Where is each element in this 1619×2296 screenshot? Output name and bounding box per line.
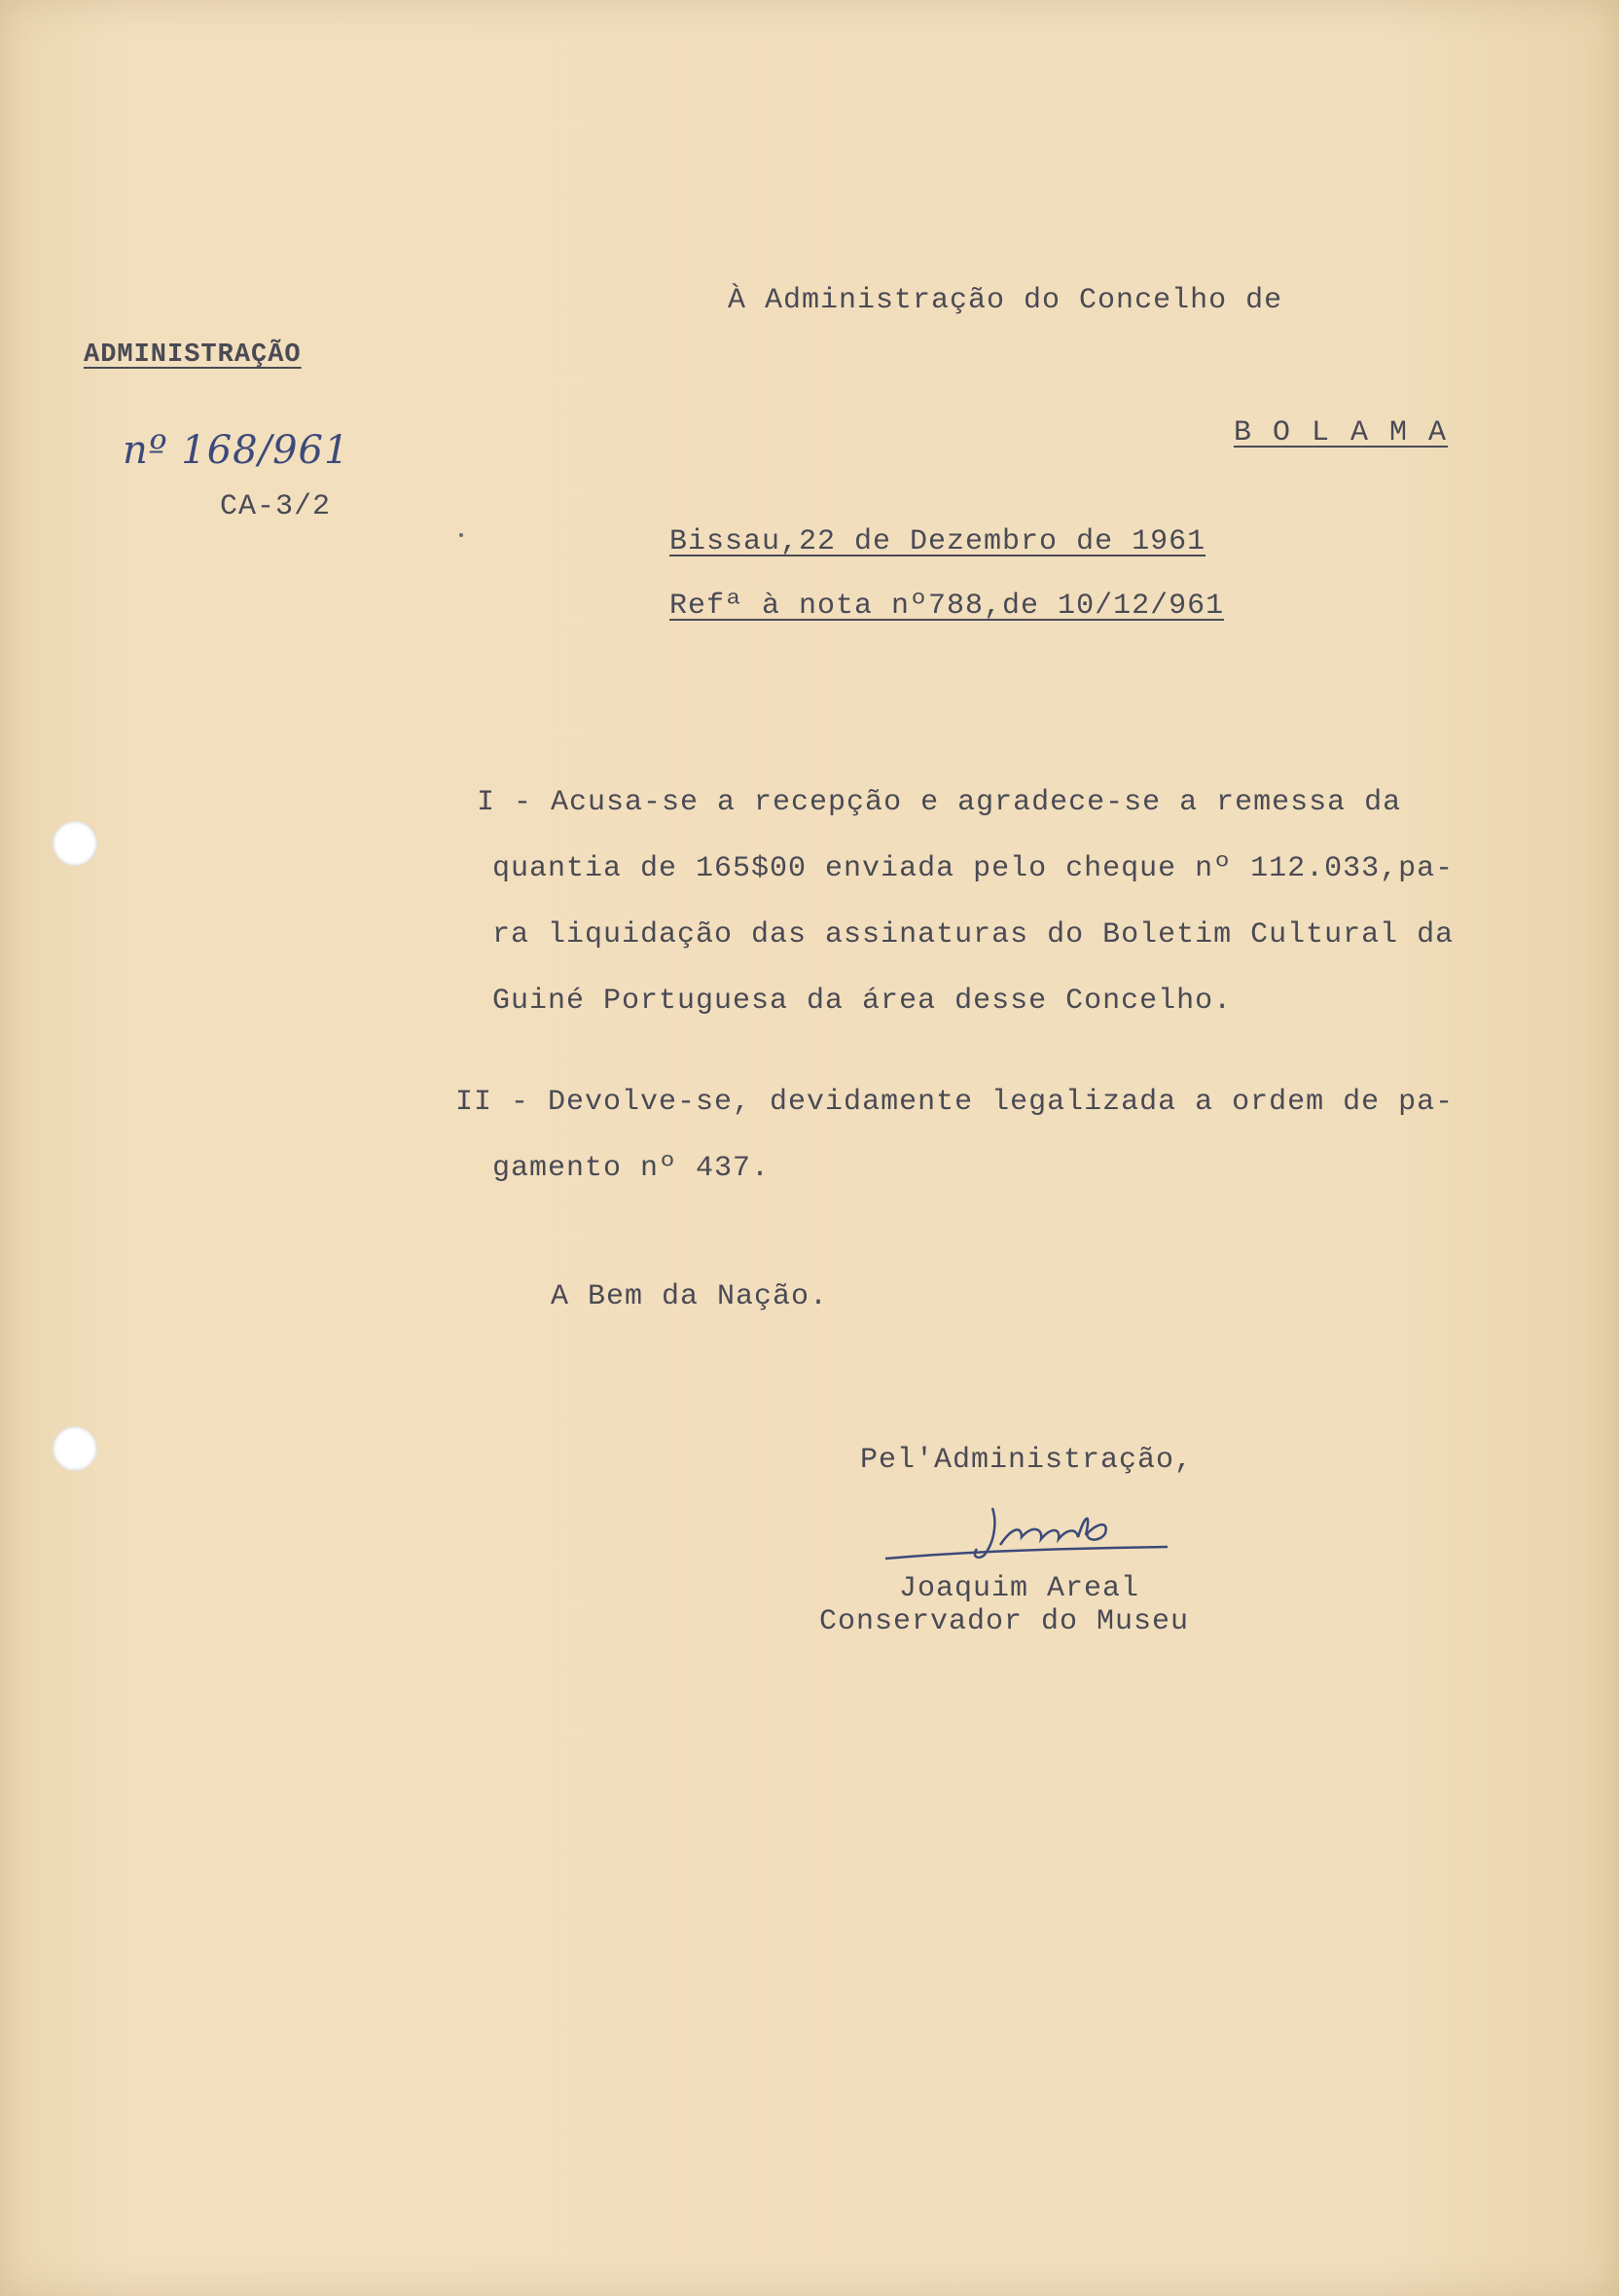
reference-line: Refª à nota nº788,de 10/12/961 bbox=[669, 590, 1225, 623]
punch-hole bbox=[53, 821, 97, 866]
punch-hole bbox=[53, 1426, 97, 1471]
date-line: Bissau,22 de Dezembro de 1961 bbox=[669, 525, 1206, 558]
paragraph-line: quantia de 165$00 enviada pelo cheque nº 112.033,pa- bbox=[492, 852, 1455, 885]
handwritten-number: nº 168/961 bbox=[123, 428, 350, 473]
closing-salutation: A Bem da Nação. bbox=[551, 1280, 829, 1313]
paragraph-line: II - Devolve-se, devidamente legalizada a ordem de pa- bbox=[455, 1086, 1455, 1119]
signatory-title: Conservador do Museu bbox=[819, 1605, 1190, 1638]
paragraph-line: I - Acusa-se a recepção e agradece-se a remessa da bbox=[477, 786, 1402, 819]
addressee-line: À Administração do Concelho de bbox=[728, 284, 1283, 317]
signatory-name: Joaquim Areal bbox=[899, 1572, 1140, 1605]
paragraph-line: gamento nº 437. bbox=[492, 1152, 771, 1185]
paragraph-line: ra liquidação das assinaturas do Boletim Cultural da bbox=[492, 918, 1455, 951]
handwritten-signature bbox=[876, 1498, 1197, 1576]
on-behalf-line: Pel'Administração, bbox=[860, 1444, 1194, 1477]
addressee-place: B O L A M A bbox=[1234, 416, 1449, 449]
department-stamp: ADMINISTRAÇÃO bbox=[84, 341, 302, 370]
paragraph-line: Guiné Portuguesa da área desse Concelho. bbox=[492, 985, 1233, 1018]
ink-speck bbox=[459, 533, 463, 537]
file-code: CA-3/2 bbox=[220, 490, 332, 523]
